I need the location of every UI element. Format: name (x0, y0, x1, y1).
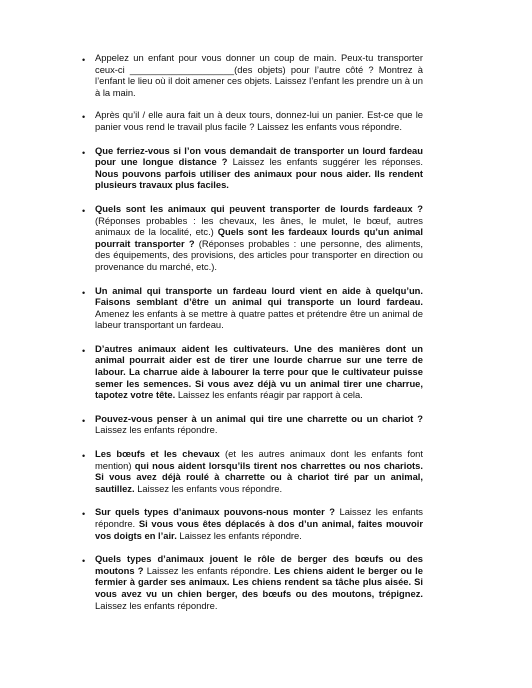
text-segment: Laissez les enfants répondre. (143, 564, 275, 576)
paragraph (95, 52, 423, 98)
text-segment: Appelez un enfant pour vous donner un coup de main. Peux-tu transporter ceux-ci ____________________(des objets) pour l’autre côté ? Montrez à l’enfant le lieu où il doit amener ces objets. Laissez l’enfant les prendre un à un à la main. (95, 52, 423, 98)
text-segment: Laissez les enfants répondre. (176, 529, 302, 541)
text-segment: Nous pouvons parfois utiliser des animaux pour nous aider. Ils rendent plusieurs travaux plus faciles. (95, 167, 423, 191)
list-item (0, 203, 532, 273)
paragraph (95, 448, 423, 494)
list-item (0, 413, 532, 436)
text-segment: Laissez les enfants suggérer les réponses. (227, 156, 423, 168)
paragraph (95, 506, 423, 541)
bullet-icon: • (82, 287, 86, 298)
text-segment: Quels sont les fardeaux lourds qu’un animal pourrait transporter ? (95, 226, 423, 249)
bullet-icon: • (82, 451, 86, 462)
text-segment: Un animal qui transporte un fardeau lourd vient en aide à quelqu’un. Faisons semblant d’être un animal qui transporte un lourd fardeau. (95, 284, 423, 308)
text-segment: Laissez les enfants vous répondre. (134, 482, 283, 494)
paragraph (95, 145, 423, 191)
list-item (0, 109, 532, 132)
bullet-icon: • (82, 415, 86, 426)
list-item (0, 343, 532, 401)
bullet-icon: • (82, 345, 86, 356)
text-segment: D’autres animaux aident les cultivateurs. Une des manières dont un animal pourrait aider est de tirer une lourde charrue sur une terre de labour. La charrue aide à labourer la terre pour que le cultivateur puisse semer les semences. Si vous avez déjà vu un animal tirer une charrue, tapotez votre tête. (95, 342, 423, 401)
text-segment: Quels sont les animaux qui peuvent transporter de lourds fardeaux ? (95, 202, 423, 214)
text-segment: Quels types d’animaux jouent le rôle de berger des bœufs ou des moutons ? (95, 553, 423, 576)
bullet-icon: • (82, 556, 86, 567)
text-segment: (Réponses probables : une personne, des aliments, des équipements, des provisions, des articles pour transporter en direction ou provenance du marché, etc.). (95, 237, 423, 272)
text-segment: Laissez les enfants répondre. (95, 599, 218, 611)
text-segment: Laissez les enfants répondre. (95, 506, 423, 529)
text-segment: Laissez les enfants répondre. (95, 424, 218, 436)
text-segment: Que ferriez-vous si l’on vous demandait de transporter un lourd fardeau pour une longue distance ? (95, 144, 423, 168)
instruction-list (0, 52, 532, 611)
paragraph (95, 285, 423, 331)
bullet-icon: • (82, 55, 86, 65)
text-segment: (et les autres animaux dont les enfants font mention) (95, 448, 423, 471)
list-item (0, 506, 532, 541)
text-segment: qui nous aident lorsqu’ils tirent nos charrettes ou nos chariots. Si vous avez déjà roulé à charrette ou à chariot tiré par un animal, sautillez. (95, 459, 423, 494)
text-segment: Pouvez-vous penser à un animal qui tire une charrette ou un chariot ? (95, 412, 423, 424)
text-segment: (Réponses probables : les chevaux, les ânes, le mulet, le bœuf, autres animaux de la localité, etc.) (95, 214, 423, 238)
list-item (0, 448, 532, 494)
text-segment: Les chiens aident le berger ou le fermier à garder ses animaux. Les chiens rendent sa tâche plus aisée. Si vous avez vu un chien berger, des bœufs ou des moutons, trépignez. (95, 564, 423, 599)
text-segment: Les bœufs et les chevaux (95, 448, 220, 460)
paragraph (95, 203, 423, 273)
text-segment: Sur quels types d’animaux pouvons-nous monter ? (95, 506, 335, 518)
paragraph (95, 343, 423, 401)
list-item (0, 52, 532, 98)
bullet-icon: • (82, 205, 86, 216)
bullet-icon: • (82, 112, 86, 123)
bullet-icon: • (82, 509, 86, 520)
text-segment: Après qu’il / elle aura fait un à deux tours, donnez-lui un panier. Est-ce que le panier vous rend le travail plus facile ? Laissez les enfants vous répondre. (95, 109, 423, 132)
paragraph (95, 553, 423, 611)
text-segment: Amenez les enfants à se mettre à quatre pattes et prétendre être un animal de labeur transportant un fardeau. (95, 307, 423, 331)
list-item (0, 553, 532, 611)
bullet-icon: • (82, 147, 86, 158)
text-segment: Si vous vous êtes déplacés à dos d’un animal, faites mouvoir vos doigts en l’air. (95, 518, 423, 541)
list-item (0, 285, 532, 331)
paragraph (95, 109, 423, 132)
list-item (0, 145, 532, 191)
paragraph (95, 413, 423, 436)
text-segment: Laissez les enfants réagir par rapport à cela. (175, 389, 363, 401)
